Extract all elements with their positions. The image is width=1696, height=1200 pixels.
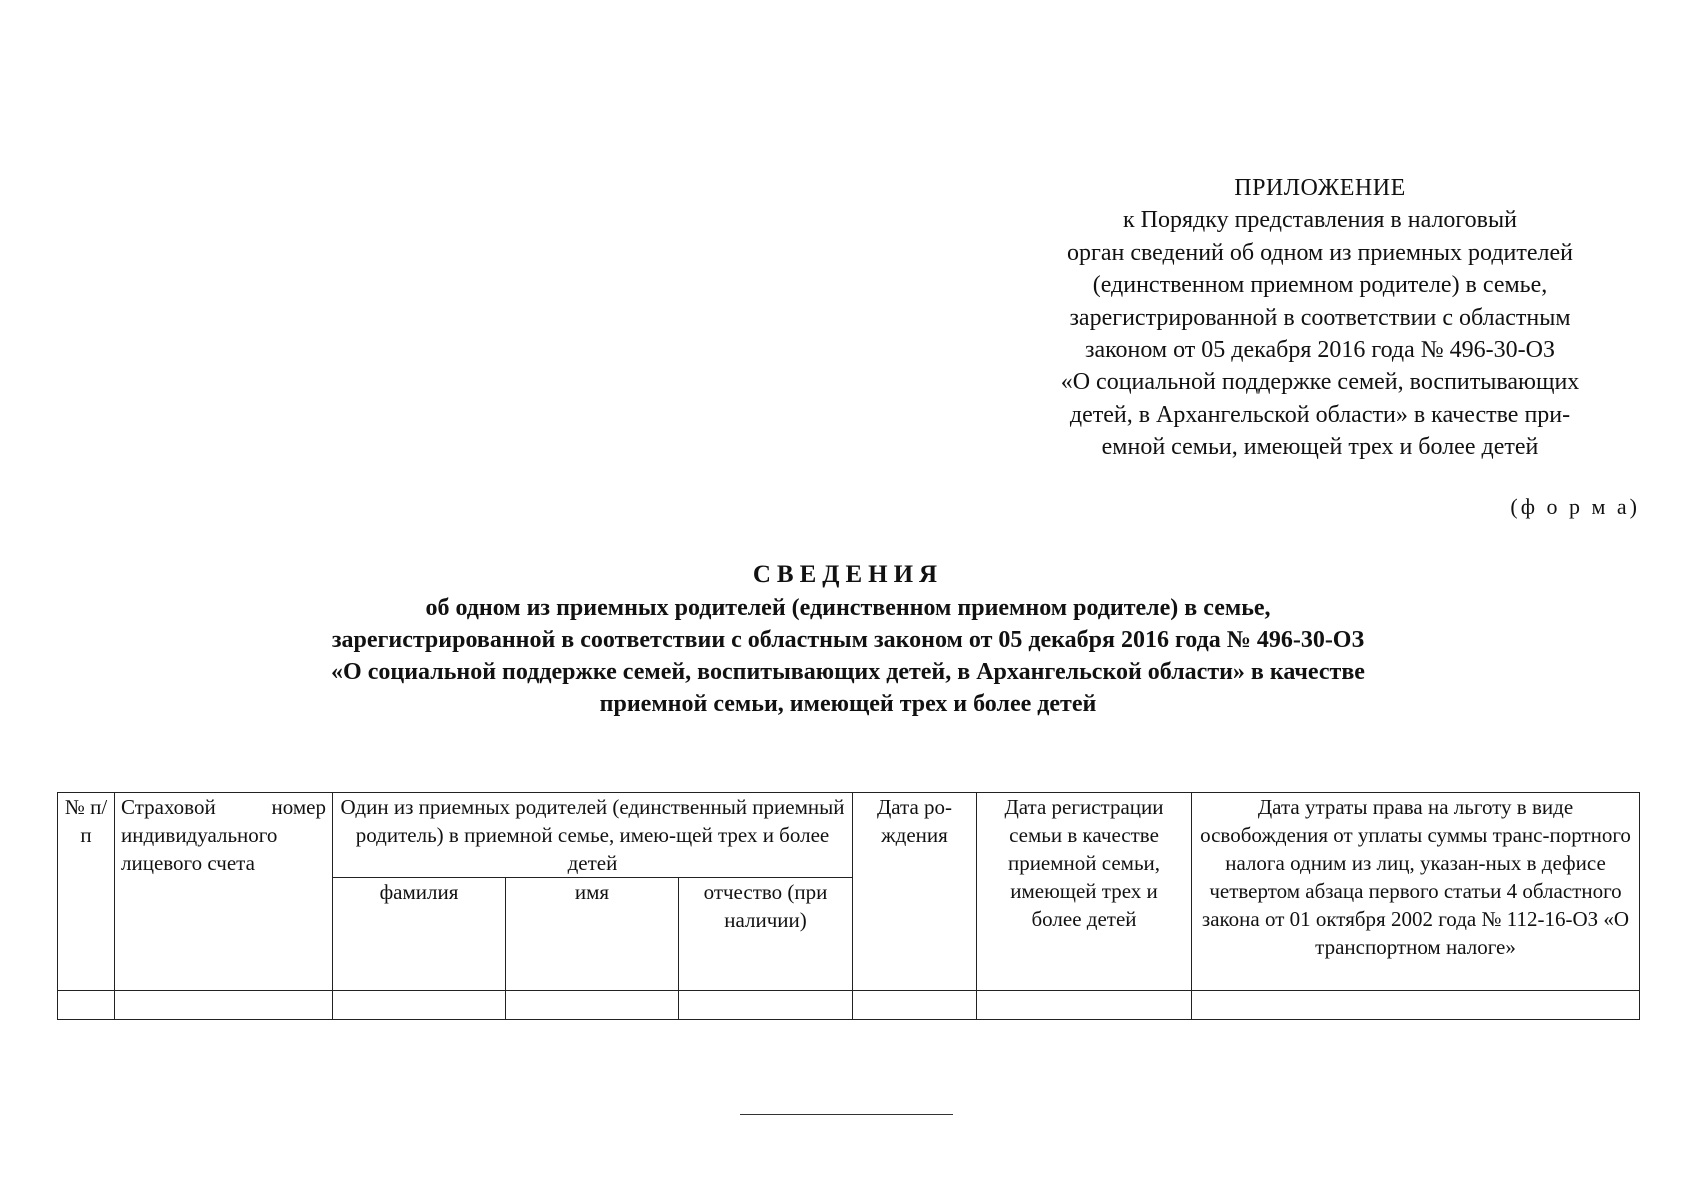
table-cell <box>977 991 1192 1020</box>
table-cell <box>506 991 679 1020</box>
heading-line: об одном из приемных родителей (единственном приемном родителе) в семье, <box>425 595 1271 621</box>
col-number-header: № п/п <box>58 793 115 991</box>
heading-title: СВЕДЕНИЯ <box>752 561 944 588</box>
col-loss-date-header: Дата утраты права на льготу в виде освобождения от уплаты суммы транс-портного налога одним из лиц, указан-ных в дефисе четвертом абзаца первого статьи 4 областного закона от 01 октября 2002 года № 112-16-ОЗ «О транспортном налоге» <box>1192 793 1640 991</box>
appendix-line: орган сведений об одном из приемных родителей <box>1066 239 1573 266</box>
appendix-block <box>985 172 1655 464</box>
table-cell <box>1192 991 1640 1020</box>
table-cell <box>679 991 853 1020</box>
data-table <box>57 792 1640 1020</box>
appendix-line: детей, в Архангельской области» в качестве при- <box>1069 401 1571 428</box>
col-registration-date-header: Дата регистрации семьи в качестве приемной семьи, имеющей трех и более детей <box>977 793 1192 991</box>
document-heading <box>0 558 1696 720</box>
table-cell <box>853 991 977 1020</box>
table-row <box>58 991 1640 1020</box>
col-surname-header: фамилия <box>333 878 506 991</box>
appendix-line: (единственном приемном родителе) в семье, <box>1092 272 1548 299</box>
form-label: (ф о р м а) <box>1510 494 1640 519</box>
table-cell <box>58 991 115 1020</box>
col-patronymic-header: отчество (при наличии) <box>679 878 853 991</box>
col-birth-date-header: Дата ро-ждения <box>853 793 977 991</box>
heading-line: зарегистрированной в соответствии с областным законом от 05 декабря 2016 года № 496-30-ОЗ <box>331 627 1365 653</box>
appendix-line: к Порядку представления в налоговый <box>1123 207 1517 234</box>
col-parent-header: Один из приемных родителей (единственный приемный родитель) в приемной семье, имею-щей трех и более детей <box>333 793 853 878</box>
footer-divider <box>740 1114 953 1115</box>
appendix-title: ПРИЛОЖЕНИЕ <box>1234 175 1406 201</box>
heading-line: приемной семьи, имеющей трех и более детей <box>599 691 1097 717</box>
appendix-line: «О социальной поддержке семей, воспитывающих <box>1060 369 1580 396</box>
appendix-line: законом от 05 декабря 2016 года № 496-30-ОЗ <box>1084 337 1556 364</box>
col-name-header: имя <box>506 878 679 991</box>
table-cell <box>333 991 506 1020</box>
heading-line: «О социальной поддержке семей, воспитывающих детей, в Архангельской области» в качестве <box>331 659 1365 685</box>
appendix-line: емной семьи, имеющей трех и более детей <box>1101 434 1539 461</box>
col-snils-header: Страховой номер индивидуального лицевого счета <box>115 793 333 991</box>
appendix-line: зарегистрированной в соответствии с областным <box>1069 304 1571 331</box>
table-cell <box>115 991 333 1020</box>
